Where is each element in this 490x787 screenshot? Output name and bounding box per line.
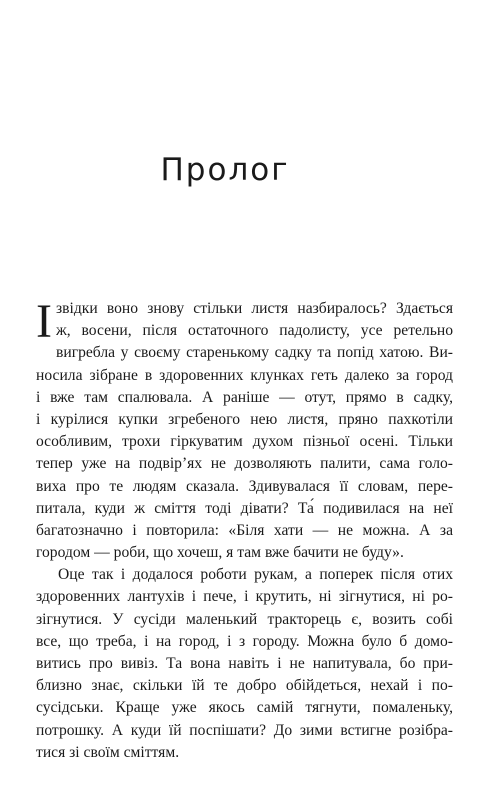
text-line: витись про вивіз. Та вона навіть і не напитувала, бо при- (36, 655, 453, 672)
paragraph-1 (36, 295, 453, 564)
text-line: носила зібране в здоровенних клунках геть далеко за город (36, 366, 453, 384)
text-line: вигребла у своєму старенькому садку та попід хатою. Ви- (55, 344, 453, 362)
text-line: особливим, трохи гіркуватим духом пізньої осені. Тільки (36, 433, 453, 451)
text-line: і курілися купки згребеного нею листя, пряно пахкотіли (36, 410, 453, 428)
text-line: все, що треба, і на город, і з городу. Можна було б домо- (36, 632, 453, 650)
paragraph-2 (36, 564, 453, 764)
text-line: близно знає, скільки їй те добро обійдеться, нехай і по- (36, 677, 453, 695)
text-line: здоровенних лантухів і пече, і крутить, ні зігнутися, ні ро- (36, 588, 453, 606)
text-line: зігнутися. У сусіди маленький тракторець є, возить собі (36, 610, 453, 628)
text-line: і вже там спалювала. А раніше — отут, прямо в садку, (36, 388, 453, 406)
text-line: городом — роби, що хочеш, я там вже бачити не буду». (36, 544, 404, 562)
drop-cap: І (36, 295, 52, 348)
text-line: виха про те людям сказала. Здивувалася її словам, пере- (36, 477, 453, 495)
chapter-body (36, 295, 453, 764)
text-line: сусідськи. Краще уже якось самій тягнути, помаленьку, (36, 699, 453, 717)
text-line: тися зі своїм сміттям. (36, 743, 180, 761)
text-line: ж, восени, після остаточного падолисту, усе ретельно (55, 322, 453, 340)
text-line: Оце так і додалося роботи рукам, а поперек після отих (58, 566, 453, 584)
text-line: питала, куди ж сміття тоді дівати? Та́ подивилася на неї (36, 499, 453, 517)
text-line: звідки воно знову стільки листя назбиралось? Здається (55, 300, 453, 317)
text-line: потрошку. А куди їй поспішати? До зими встигне розібра- (36, 721, 453, 739)
text-line: багатозначно і повторила: «Біля хати — не можна. А за (36, 521, 453, 539)
text-line: тепер уже на подвір’ях не дозволяють палити, сама голо- (36, 455, 453, 473)
chapter-title: Пролог (160, 152, 290, 188)
